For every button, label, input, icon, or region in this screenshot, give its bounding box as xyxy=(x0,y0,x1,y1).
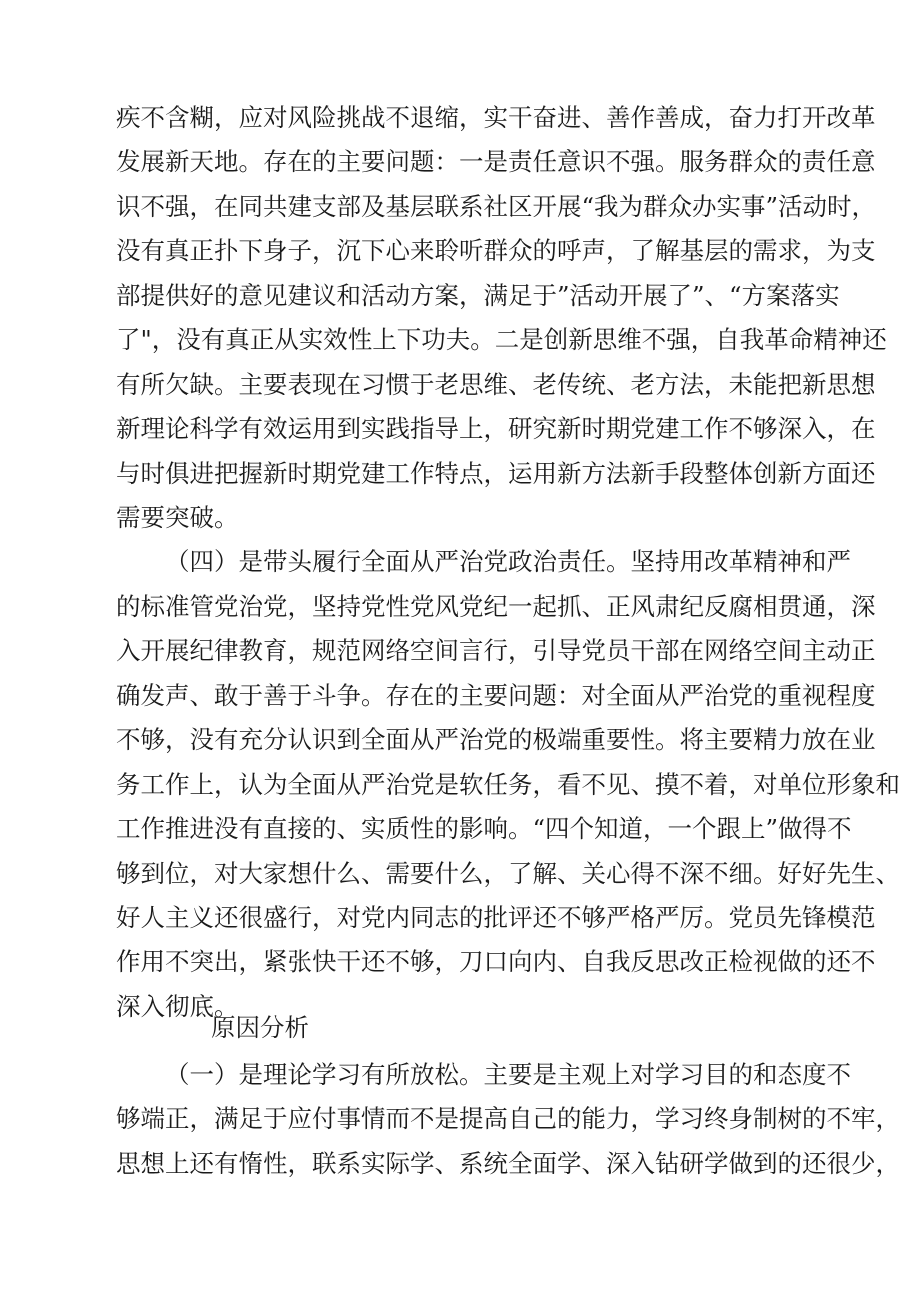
paragraph-line: （四）是带头履行全面从严治党政治责任。坚持用改革精神和严 xyxy=(165,547,851,576)
paragraph-line: 好人主义还很盛行，对党内同志的批评还不够严格严厉。党员先锋模范 xyxy=(116,903,876,932)
paragraph-line: 了"，没有真正从实效性上下功夫。二是创新思维不强，自我革命精神还 xyxy=(116,325,887,354)
paragraph-line: 够端正，满足于应付事情而不是提高自己的能力，学习终身制树的不牢， xyxy=(116,1104,900,1133)
paragraph-line: 入开展纪律教育，规范网络空间言行，引导党员干部在网络空间主动正 xyxy=(116,636,876,665)
paragraph-line: 需要突破。 xyxy=(116,503,239,532)
paragraph-line: 没有真正扑下身子，沉下心来聆听群众的呼声，了解基层的需求，为支 xyxy=(116,236,876,265)
paragraph-line: 思想上还有惰性，联系实际学、系统全面学、深入钻研学做到的还很少， xyxy=(116,1149,900,1178)
paragraph-line: 作用不突出，紧张快干还不够，刀口向内、自我反思改正检视做的还不 xyxy=(116,947,876,976)
paragraph-line: 有所欠缺。主要表现在习惯于老思维、老传统、老方法，未能把新思想 xyxy=(116,370,876,399)
paragraph-line: 确发声、敢于善于斗争。存在的主要问题：对全面从严治党的重视程度 xyxy=(116,681,876,710)
paragraph-line: 新理论科学有效运用到实践指导上，研究新时期党建工作不够深入，在 xyxy=(116,414,876,443)
paragraph-line: 识不强，在同共建支部及基层联系社区开展“我为群众办实事”活动时， xyxy=(116,192,877,221)
paragraph-line: 疾不含糊，应对风险挑战不退缩，实干奋进、善作善成，奋力打开改革 xyxy=(116,103,876,132)
paragraph-line: 不够，没有充分认识到全面从严治党的极端重要性。将主要精力放在业 xyxy=(116,725,876,754)
paragraph-line: 务工作上，认为全面从严治党是软任务，看不见、摸不着，对单位形象和 xyxy=(116,770,900,799)
section-heading: 原因分析 xyxy=(211,1013,309,1042)
paragraph-line: 深入彻底。 xyxy=(116,992,239,1021)
paragraph-line: 够到位，对大家想什么、需要什么，了解、关心得不深不细。好好先生、 xyxy=(116,859,900,888)
paragraph-line: 发展新天地。存在的主要问题：一是责任意识不强。服务群众的责任意 xyxy=(116,147,876,176)
paragraph-line: 工作推进没有直接的、实质性的影响。“四个知道，一个跟上”做得不 xyxy=(116,814,852,843)
paragraph-line: 部提供好的意见建议和活动方案，满足于”活动开展了”、“方案落实 xyxy=(116,281,840,310)
paragraph-line: 的标准管党治党，坚持党性党风党纪一起抓、正风肃纪反腐相贯通，深 xyxy=(116,592,876,621)
paragraph-line: 与时俱进把握新时期党建工作特点，运用新方法新手段整体创新方面还 xyxy=(116,459,876,488)
paragraph-line: （一）是理论学习有所放松。主要是主观上对学习目的和态度不 xyxy=(165,1060,851,1089)
